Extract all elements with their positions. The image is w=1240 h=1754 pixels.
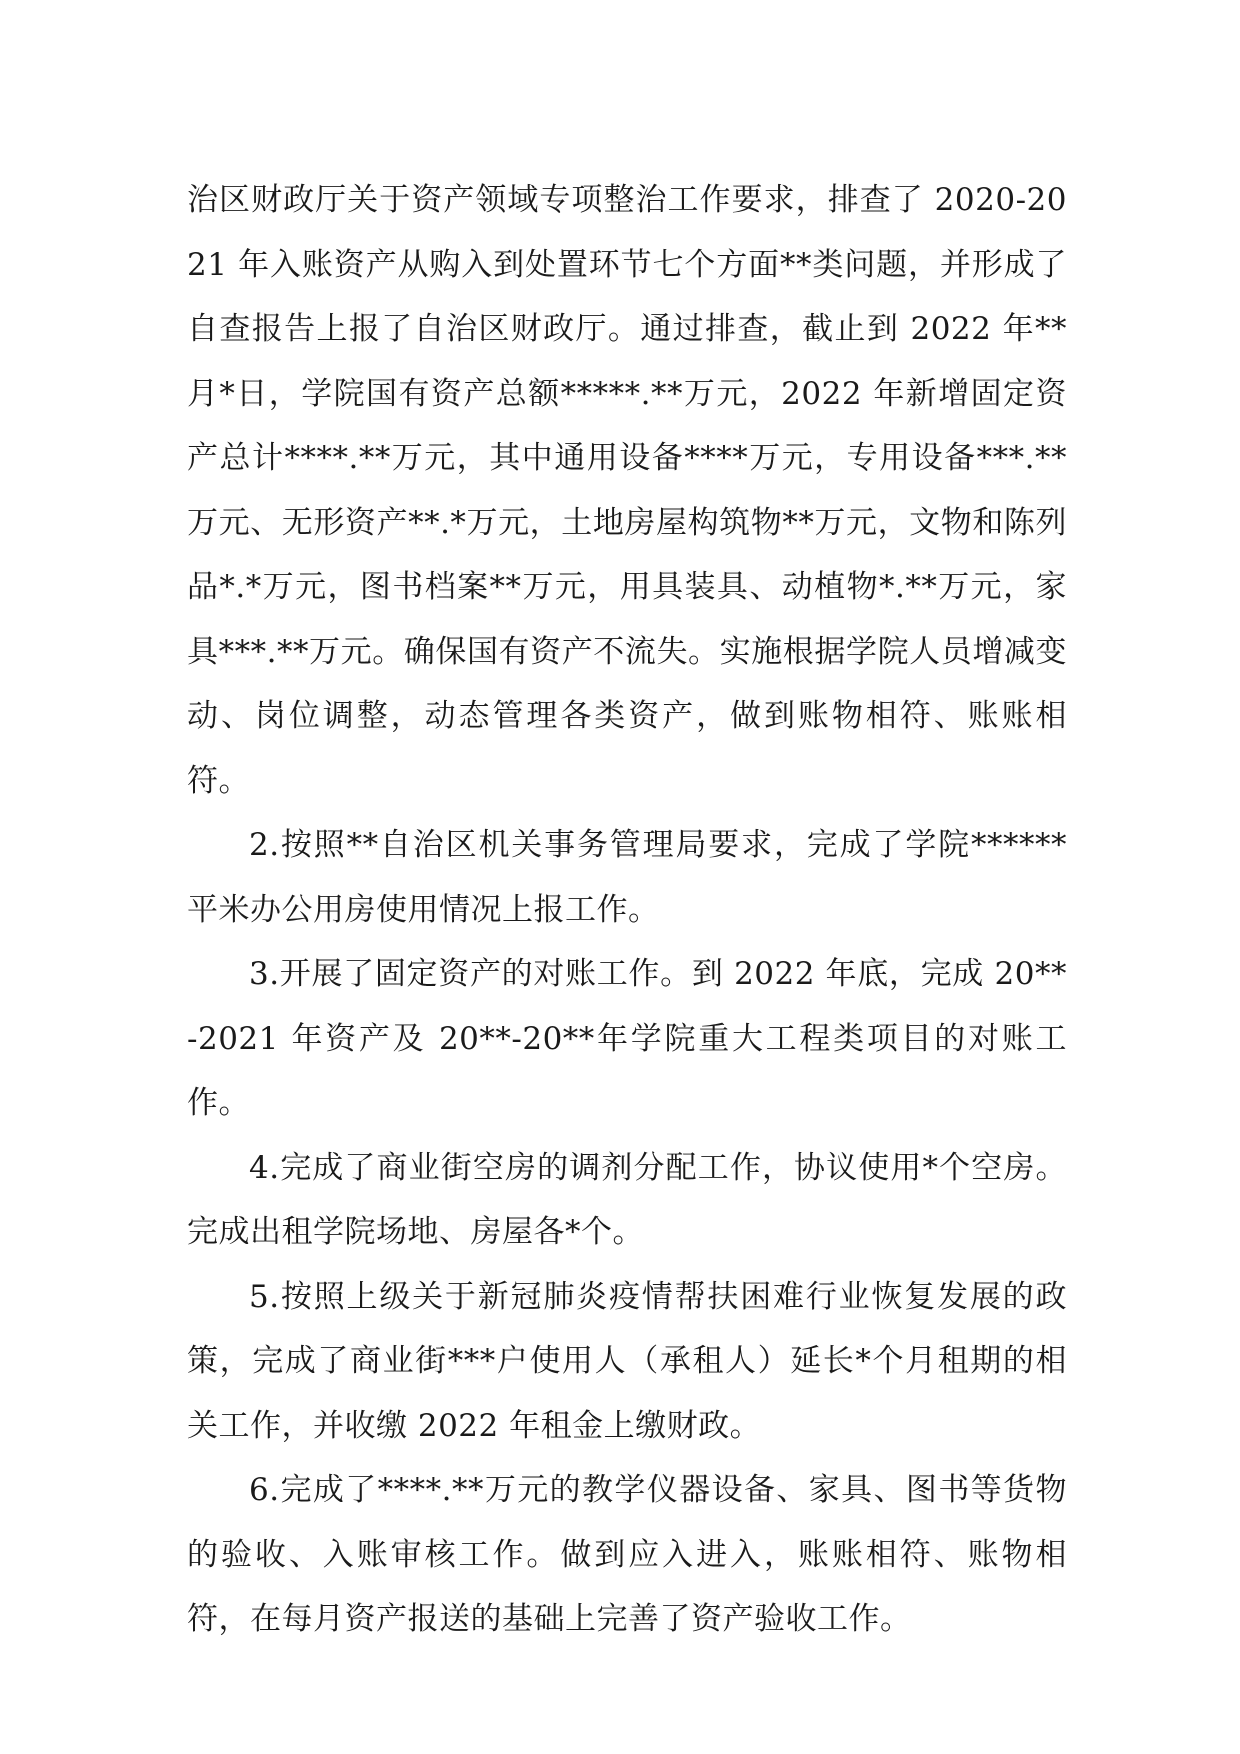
paragraph-item-2: 2.按照**自治区机关事务管理局要求，完成了学院******平米办公用房使用情况上报工作。 [187, 827, 1067, 928]
paragraph-item-4: 4.完成了商业街空房的调剂分配工作，协议使用*个空房。完成出租学院场地、房屋各*个。 [187, 1149, 1067, 1250]
document-body [187, 168, 1067, 1652]
paragraph-item-6: 6.完成了****.**万元的教学仪器设备、家具、图书等货物的验收、入账审核工作。做到应入进入，账账相符、账物相符，在每月资产报送的基础上完善了资产验收工作。 [187, 1472, 1067, 1637]
paragraph-item-3: 3.开展了固定资产的对账工作。到 2022 年底，完成 20**-2021 年资产及 20**-20**年学院重大工程类项目的对账工作。 [187, 956, 1067, 1121]
paragraph-item-5: 5.按照上级关于新冠肺炎疫情帮扶困难行业恢复发展的政策，完成了商业街***户使用人（承租人）延长*个月租期的相关工作，并收缴 2022 年租金上缴财政。 [187, 1278, 1067, 1444]
paragraph-continuation: 治区财政厅关于资产领域专项整治工作要求，排查了 2020-2021 年入账资产从购入到处置环节七个方面**类问题，并形成了自查报告上报了自治区财政厅。通过排查，截止到 2022 年**月*日，学院国有资产总额*****.**万元，2022 年新增固定资产总计****.**万元，其中通用设备****万元，专用设备***.**万元、无形资产**.*万元，土地房屋构筑物**万元，文物和陈列品*.*万元，图书档案**万元，用具装具、动植物*.**万元，家具***.**万元。确保国有资产不流失。实施根据学院人员增减变动、岗位调整，动态管理各类资产，做到账物相符、账账相符。 [187, 182, 1067, 799]
